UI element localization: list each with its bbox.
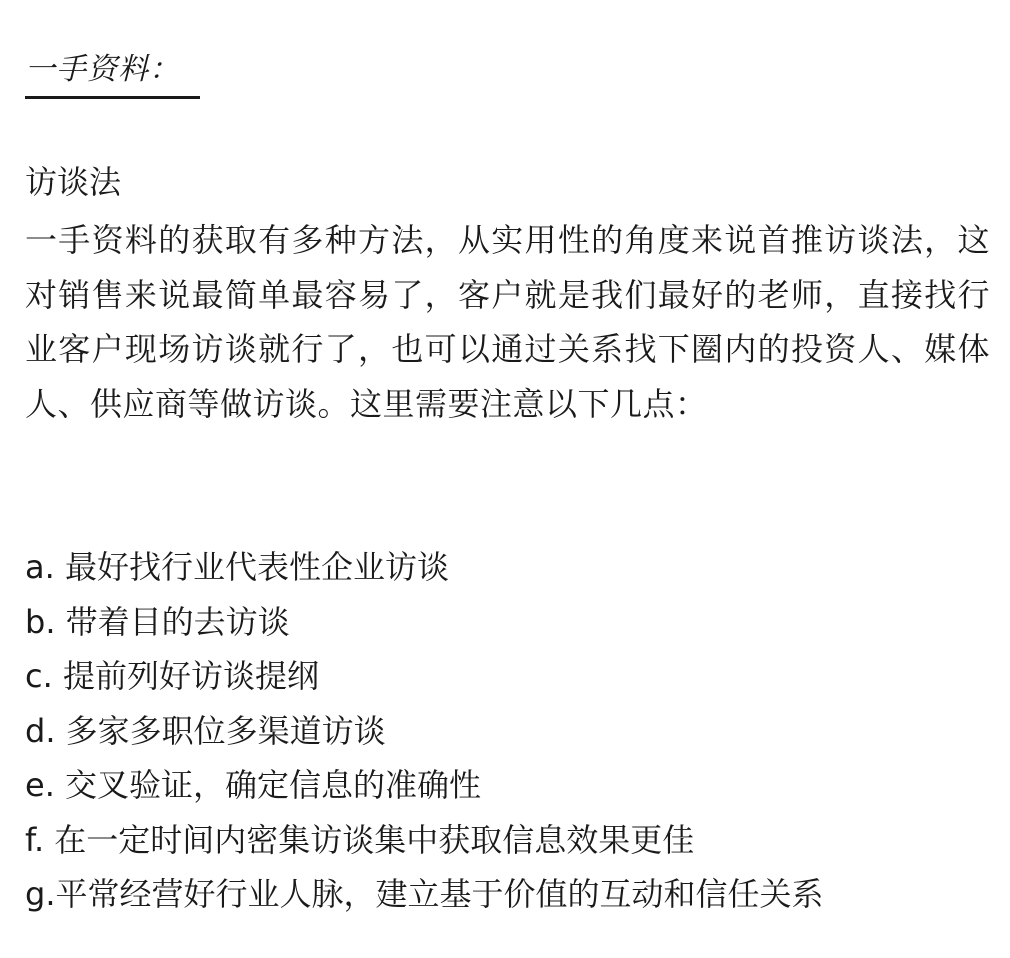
list-item: g.平常经营好行业人脉，建立基于价值的互动和信任关系 xyxy=(25,875,824,913)
list-item: b. 带着目的去访谈 xyxy=(25,602,290,641)
list-item: f. 在一定时间内密集访谈集中获取信息效果更佳 xyxy=(25,820,695,859)
list-item: d. 多家多职位多渠道访谈 xyxy=(25,711,386,750)
points-list xyxy=(25,540,824,922)
heading: 一手资料： xyxy=(25,52,180,87)
list-item: e. 交叉验证，确定信息的准确性 xyxy=(25,766,482,804)
body-paragraph: 一手资料的获取有多种方法，从实用性的角度来说首推访谈法，这对销售来说最简单最容易了，客户就是我们最好的老师，直接找行业客户现场访谈就行了，也可以通过关系找下圈内的投资人、媒体人、供应商等做访谈。这里需要注意以下几点： xyxy=(25,221,990,423)
heading-underline xyxy=(25,50,200,99)
section-title: 访谈法 xyxy=(25,163,122,201)
list-item: c. 提前列好访谈提纲 xyxy=(25,657,319,695)
list-item: a. 最好找行业代表性企业访谈 xyxy=(25,548,449,586)
